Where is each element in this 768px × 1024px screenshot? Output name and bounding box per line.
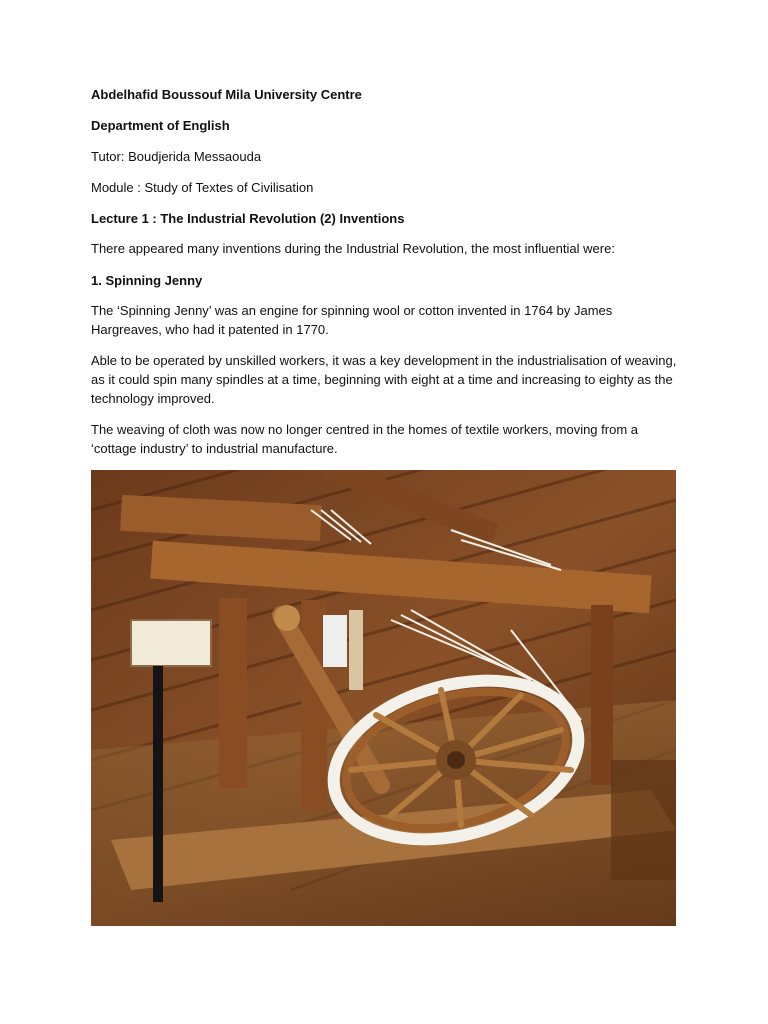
tutor-line: Tutor: Boudjerida Messaouda — [91, 149, 262, 164]
department-name: Department of English — [91, 118, 230, 133]
institution-name: Abdelhafid Boussouf Mila University Centre — [91, 87, 362, 102]
paragraph-2: Able to be operated by unskilled workers, it was a key development in the industrialisation of weaving, as it could spin many spindles at a time, beginning with eight at a time and increasing to eighty as the technology improved. — [91, 353, 677, 406]
paragraph-3: The weaving of cloth was now no longer centred in the homes of textile workers, moving from a ‘cottage industry’ to industrial manufacture. — [91, 422, 638, 456]
lecture-title: Lecture 1 : The Industrial Revolution (2) Inventions — [91, 211, 405, 226]
paragraph-1: The ‘Spinning Jenny’ was an engine for spinning wool or cotton invented in 1764 by James Hargreaves, who had it patented in 1770. — [91, 303, 613, 337]
spinning-jenny-photo — [91, 470, 676, 926]
intro-paragraph: There appeared many inventions during the Industrial Revolution, the most influential were: — [91, 241, 615, 256]
section-heading: 1. Spinning Jenny — [91, 273, 203, 288]
module-line: Module : Study of Textes of Civilisation — [91, 180, 314, 195]
